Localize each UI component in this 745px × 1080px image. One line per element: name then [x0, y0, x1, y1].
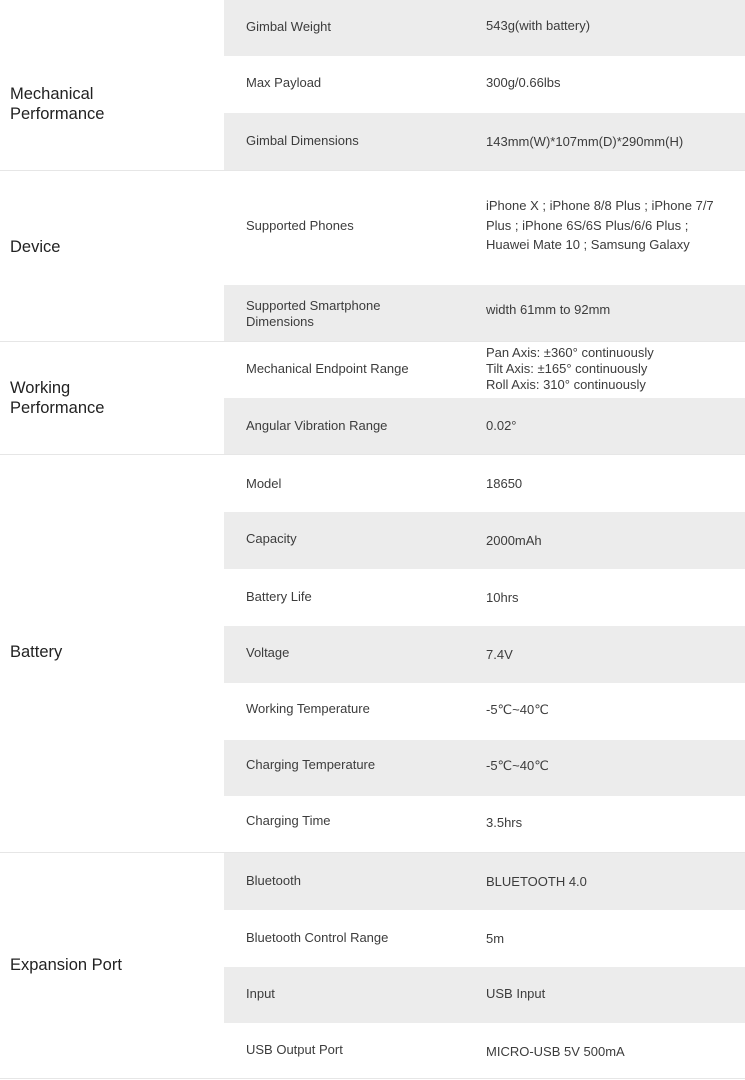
spec-row: [224, 740, 745, 796]
spec-label: Working Temperature: [246, 701, 370, 716]
spec-row: [224, 853, 745, 910]
spec-label: USB Output Port: [246, 1042, 343, 1057]
spec-value: 3.5hrs: [486, 815, 523, 830]
spec-label: Battery Life: [246, 589, 312, 604]
spec-value: MICRO-USB 5V 500mA: [486, 1044, 625, 1059]
spec-value: 300g/0.66lbs: [486, 75, 561, 90]
spec-row: [224, 967, 745, 1023]
spec-label: Supported Phones: [246, 218, 354, 233]
spec-row: [224, 342, 745, 398]
spec-label: Bluetooth Control Range: [246, 930, 389, 945]
spec-value: BLUETOOTH 4.0: [486, 874, 587, 889]
spec-label: Mechanical Endpoint Range: [246, 361, 409, 376]
spec-label: Capacity: [246, 531, 297, 546]
category-label: Expansion Port: [10, 956, 122, 974]
spec-value: -5℃~40℃: [486, 758, 549, 773]
spec-value: 10hrs: [486, 590, 519, 605]
spec-label: Model: [246, 476, 282, 491]
spec-row: [224, 1023, 745, 1079]
spec-label: Max Payload: [246, 75, 322, 90]
spec-value: 143mm(W)*107mm(D)*290mm(H): [486, 134, 684, 149]
spec-value: 543g(with battery): [486, 18, 591, 33]
section-working-performance: [0, 341, 745, 455]
spec-value: Pan Axis: ±360° continuously Tilt Axis: ±165° continuously Roll Axis: 310° continuously: [486, 345, 654, 392]
spec-value: 7.4V: [486, 647, 513, 662]
category-label: Working Performance: [10, 379, 105, 417]
spec-label: Charging Time: [246, 813, 331, 828]
spec-label: Voltage: [246, 645, 290, 660]
section-expansion-port: [0, 852, 745, 1079]
spec-label: Input: [246, 986, 275, 1001]
spec-value: 0.02°: [486, 418, 517, 433]
spec-label: Gimbal Dimensions: [246, 133, 359, 148]
spec-value: 5m: [486, 931, 505, 946]
spec-label: Gimbal Weight: [246, 19, 332, 34]
spec-label: Bluetooth: [246, 873, 301, 888]
spec-label: Supported Smartphone Dimensions: [246, 298, 381, 329]
spec-value: USB Input: [486, 986, 546, 1001]
section-mechanical-performance: [0, 0, 745, 170]
spec-value: 2000mAh: [486, 533, 542, 548]
spec-label: Charging Temperature: [246, 757, 376, 772]
spec-row: [224, 113, 745, 170]
spec-row: [224, 56, 745, 113]
bottom-divider: [0, 1078, 745, 1079]
spec-row: [224, 455, 745, 512]
spec-row: [224, 171, 745, 285]
spec-row: [224, 569, 745, 626]
spec-row: [224, 512, 745, 569]
spec-value: -5℃~40℃: [486, 702, 549, 717]
spec-row: [224, 683, 745, 740]
spec-label: Angular Vibration Range: [246, 418, 388, 433]
spec-row: [224, 796, 745, 853]
spec-value: iPhone X ; iPhone 8/8 Plus ; iPhone 7/7 Plus ; iPhone 6S/6S Plus/6/6 Plus ; Huawei Mate 10 ; Samsung Galaxy: [486, 198, 714, 252]
spec-row: [224, 398, 745, 455]
spec-row: [224, 626, 745, 683]
category-label: Battery: [10, 643, 63, 661]
spec-row: [224, 910, 745, 967]
category-label: Mechanical Performance: [10, 85, 105, 123]
spec-row: [224, 0, 745, 56]
spec-value: 18650: [486, 476, 523, 491]
category-label: Device: [10, 238, 61, 256]
spec-value: width 61mm to 92mm: [486, 302, 611, 317]
section-battery: [0, 454, 745, 853]
section-device: [0, 170, 745, 342]
spec-row: [224, 285, 745, 342]
